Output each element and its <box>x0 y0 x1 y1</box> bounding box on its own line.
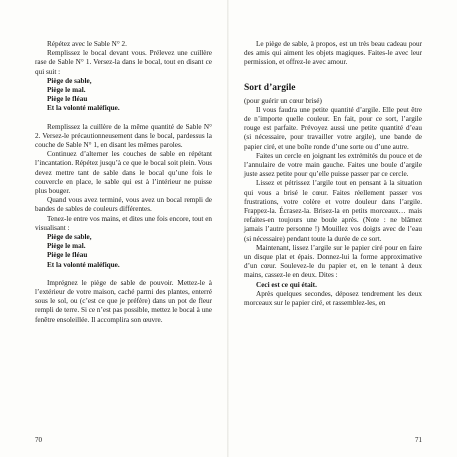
incantation-line: Piège de sable, <box>47 233 92 242</box>
right-page-intro <box>244 40 422 68</box>
incantation-line: Et la volonté maléfique. <box>47 260 120 269</box>
right-page <box>228 0 457 457</box>
paragraph: Quand vous avez terminé, vous avez un bocal rempli de bandes de sables de couleurs différentes. <box>35 196 212 214</box>
section-subheading: (pour guérir un cœur brisé) <box>244 96 322 105</box>
incantation-line: Et la volonté maléfique. <box>47 104 120 113</box>
paragraph-gap <box>35 270 212 279</box>
right-page-body <box>244 106 422 308</box>
page-number-left: 70 <box>35 435 42 444</box>
incantation-line: Piège le fléau <box>47 251 88 260</box>
paragraph: Continuez d’alterner les couches de sable en répétant l’incantation. Répétez jusqu’à ce que le bocal soit plein. Vous devez mettre tant de sable dans le bocal qu’une fois le couvercle en place, le sable qui est à l’intérieur ne puisse plus bouger. <box>35 150 212 196</box>
left-page-body <box>35 40 212 325</box>
paragraph: Lissez et pétrissez l’argile tout en pensant à la situation qui vous a brisé le cœur. Faites réellement passer vos frustrations, votre colère et votre douleur dans l’argile. Frappez-la. Écrasez-la. Brisez-la en petits morceaux… mais refaites-en toujours une boule après. (Note : ne blâmez jamais l’autre personne !) Mouillez vos doigts avec de l’eau (si nécessaire) pendant toute la durée de ce sort. <box>244 179 422 243</box>
incantation-line: Piège le mal. <box>47 242 86 251</box>
paragraph: Il vous faudra une petite quantité d’argile. Elle peut être de n’importe quelle couleur. En fait, pour ce sort, l’argile rouge est parfaite. Prévoyez aussi une petite quantité d’eau (si nécessaire, pour travailler votre argile), une bande de papier ciré, et une boîte ronde d’une sorte ou d’une autre. <box>244 105 422 151</box>
left-page <box>0 0 228 457</box>
incantation-line: Piège le fléau <box>47 95 88 104</box>
incantation-line: Piège le mal. <box>47 86 86 95</box>
paragraph: Faites un cercle en joignant les extrémités du pouce et de l’annulaire de votre main gauche. Faites une boule d’argile juste assez petite pour qu’elle puisse passer par ce cercle. <box>244 151 422 179</box>
page-number-right: 71 <box>415 435 422 444</box>
incantation-line: Piège de sable, <box>47 76 92 85</box>
incantation-line: Ceci est ce qui était. <box>256 280 317 289</box>
paragraph-gap <box>35 114 212 123</box>
paragraph: Maintenant, lissez l’argile sur le papier ciré pour en faire un disque plat et épais. Donnez-lui la forme approximative d’un cœur. Soulevez-le du papier et, en le tenant à deux mains, cassez-le en deux. Dites : <box>244 243 422 280</box>
section-heading: Sort d’argile <box>244 82 296 93</box>
paragraph: Le piège de sable, à propos, est un très beau cadeau pour des amis qui aiment les objets magiques. Faites-le avec leur permission, et offrez-le avec amour. <box>244 40 422 67</box>
paragraph: Remplissez la cuillère de la même quantité de Sable N° 2. Versez-le précautionneusement dans le bocal, pardessus la couche de Sable N° 1, en disant les mêmes paroles. <box>35 122 212 150</box>
paragraph: Imprégnez le piège de sable de pouvoir. Mettez-le à l’extérieur de votre maison, caché parmi des plantes, enterré sous le sol, ou (c’est ce que je préfère) dans un pot de fleur rempli de terre. Si ce n’est pas possible, mettez le bocal à une fenêtre ensoleillée. Il accomplira son œuvre. <box>35 278 212 324</box>
paragraph: Après quelques secondes, déposez tendrement les deux morceaux sur le papier ciré, et rassemblez-les, en <box>244 289 422 308</box>
paragraph: Répétez avec le Sable N° 2. <box>47 40 127 48</box>
paragraph: Tenez-le entre vos mains, et dites une fois encore, tout en visualisant : <box>35 214 212 232</box>
paragraph: Remplissez le bocal devant vous. Prélevez une cuillère rase de Sable N° 1. Versez-la dans le bocal, tout en disant ce qui suit : <box>35 49 212 76</box>
